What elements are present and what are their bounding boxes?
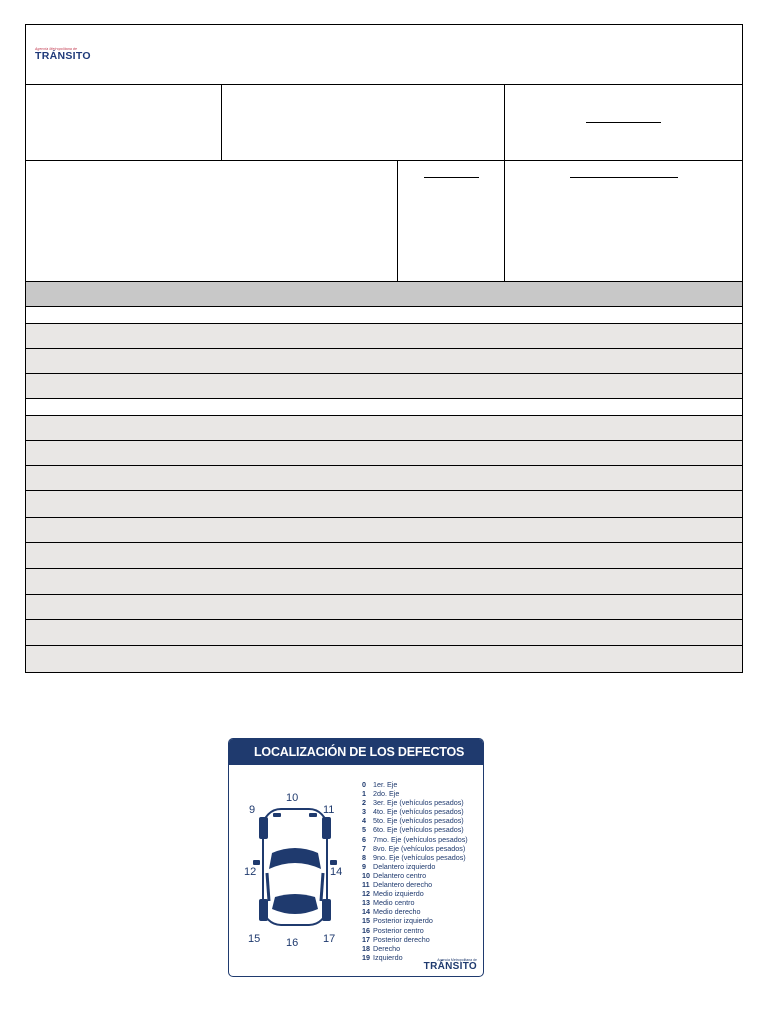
form-row	[26, 441, 742, 466]
form-row	[26, 620, 742, 646]
legend-item-number: 2	[362, 798, 366, 808]
legend-item-number: 6	[362, 834, 366, 844]
legend-item-number: 14	[362, 907, 370, 917]
legend-item-text: 1er. Eje	[373, 780, 398, 789]
field-underline	[570, 177, 678, 178]
legend-item-text: 8vo. Eje (vehículos pesados)	[373, 843, 466, 853]
car-label-10: 10	[286, 792, 299, 804]
legend-item-text: Posterior centro	[373, 925, 424, 935]
car-label-16: 16	[286, 937, 299, 949]
form-row	[26, 416, 742, 441]
legend-item-number: 1	[362, 789, 366, 799]
legend-item-text: Delantero centro	[373, 870, 427, 880]
legend-item-text: Derecho	[373, 943, 401, 953]
form-row	[26, 595, 742, 620]
legend-item-number: 12	[362, 889, 370, 899]
legend-item-text: Medio izquierdo	[373, 889, 424, 899]
legend-item	[362, 862, 482, 871]
legend-item	[362, 871, 482, 880]
legend-item-number: 17	[362, 934, 370, 944]
form-row	[26, 324, 742, 349]
legend-item-text: 3er. Eje (vehículos pesados)	[373, 798, 464, 808]
legend-item	[362, 835, 482, 844]
form-row	[26, 349, 742, 374]
card-agency-logo	[424, 958, 477, 972]
legend-item-text: Medio derecho	[373, 907, 421, 917]
divider	[504, 85, 505, 160]
car-label-17: 17	[323, 933, 336, 945]
legend-item	[362, 889, 482, 898]
form-row	[26, 518, 742, 543]
form-header	[26, 25, 742, 85]
form-row	[26, 569, 742, 595]
legend-item-number: 5	[362, 825, 366, 835]
car-label-15: 15	[248, 933, 261, 945]
legend-item	[362, 935, 482, 944]
form-row	[26, 491, 742, 518]
legend-item-number: 19	[362, 952, 370, 962]
defect-legend	[362, 780, 482, 962]
car-label-14: 14	[330, 866, 343, 878]
legend-item	[362, 880, 482, 889]
legend-item-number: 0	[362, 780, 366, 789]
legend-item	[362, 789, 482, 798]
legend-item-text: Delantero derecho	[373, 880, 433, 890]
legend-item	[362, 816, 482, 825]
legend-item-number: 8	[362, 852, 366, 862]
legend-item-text: 4to. Eje (vehículos pesados)	[373, 807, 464, 817]
form-row	[26, 374, 742, 399]
legend-item-number: 15	[362, 916, 370, 926]
section-header-row	[26, 282, 742, 307]
legend-item-text: Posterior izquierdo	[373, 916, 433, 926]
signature-line	[586, 122, 661, 123]
divider	[504, 161, 505, 281]
legend-item-text: Medio centro	[373, 898, 415, 908]
legend-item-number: 7	[362, 843, 366, 853]
legend-item-number: 11	[362, 880, 370, 890]
form-row	[26, 543, 742, 569]
form-row	[26, 466, 742, 491]
legend-item-text: Delantero izquierdo	[373, 861, 436, 871]
legend-item-text: 5to. Eje (vehículos pesados)	[373, 816, 464, 826]
agency-logo-title: TRÁNSITO	[35, 50, 91, 62]
form-row	[26, 307, 742, 324]
legend-item-text: 7mo. Eje (vehículos pesados)	[373, 834, 468, 844]
legend-item-text: 6to. Eje (vehículos pesados)	[373, 825, 464, 835]
card-logo-title: TRÁNSITO	[423, 961, 477, 972]
legend-item	[362, 907, 482, 916]
car-icon	[253, 809, 337, 925]
inspection-form	[25, 24, 743, 673]
defect-card-title: LOCALIZACIÓN DE LOS DEFECTOS	[229, 739, 483, 765]
legend-item-number: 10	[362, 870, 370, 880]
field-underline	[424, 177, 479, 178]
defect-location-card	[228, 738, 484, 977]
legend-item	[362, 780, 482, 789]
car-label-11: 11	[323, 804, 335, 816]
legend-item-text: 9no. Eje (vehículos pesados)	[373, 852, 466, 862]
form-info-row-1	[26, 85, 742, 161]
divider	[397, 161, 398, 281]
agency-logo	[35, 47, 91, 62]
legend-item	[362, 853, 482, 862]
legend-item-number: 18	[362, 943, 370, 953]
legend-item	[362, 807, 482, 816]
car-label-12: 12	[244, 866, 257, 878]
form-info-row-2	[26, 161, 742, 282]
legend-item-text: Posterior derecho	[373, 934, 430, 944]
legend-item	[362, 825, 482, 834]
legend-item	[362, 798, 482, 807]
legend-item-text: Izquierdo	[373, 952, 403, 962]
legend-item-number: 9	[362, 861, 366, 871]
legend-item	[362, 844, 482, 853]
agency-logo-subtitle: Agencia Metropolitana de	[35, 47, 78, 51]
legend-item-text: 2do. Eje	[373, 789, 400, 799]
card-logo-subtitle: Agencia Metropolitana de	[437, 958, 477, 962]
legend-item-number: 3	[362, 807, 366, 817]
form-row	[26, 646, 742, 672]
legend-item-number: 16	[362, 925, 370, 935]
legend-item	[362, 944, 482, 953]
form-row	[26, 399, 742, 416]
car-label-9: 9	[249, 804, 256, 816]
legend-item	[362, 916, 482, 925]
divider	[221, 85, 222, 160]
legend-item	[362, 898, 482, 907]
legend-item	[362, 926, 482, 935]
car-diagram	[241, 773, 351, 973]
legend-item-number: 4	[362, 816, 366, 826]
legend-item-number: 13	[362, 898, 370, 908]
